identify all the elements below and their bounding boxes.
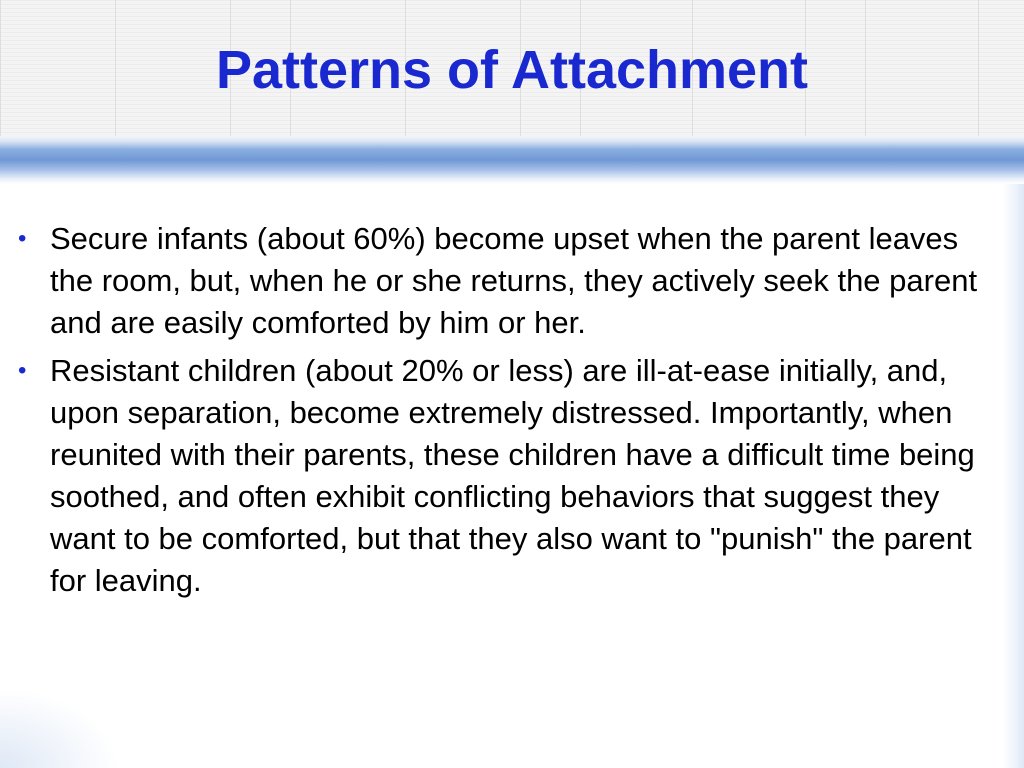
blue-gradient-bar — [0, 136, 1024, 184]
slide-title: Patterns of Attachment — [215, 40, 809, 100]
bullet-list — [18, 218, 1008, 602]
bullet-item — [18, 350, 1008, 602]
slide-body — [18, 218, 1008, 608]
bullet-text: Resistant children (about 20% or less) are ill-at-ease initially, and, upon separation, become extremely distressed. Importantly, when reunited with their parents, these children have a difficult time being soothed, and often exhibit conflicting behaviors that suggest they want to be comforted, but that they also want to "punish" the parent for leaving. — [50, 353, 975, 598]
bullet-item — [18, 218, 1008, 344]
bullet-text: Secure infants (about 60%) become upset when the parent leaves the room, but, when he or she returns, they actively seek the parent and are easily comforted by him or her. — [50, 221, 978, 340]
bottom-left-accent — [0, 688, 120, 768]
bullet-icon: • — [18, 225, 27, 252]
bullet-icon: • — [18, 357, 27, 384]
